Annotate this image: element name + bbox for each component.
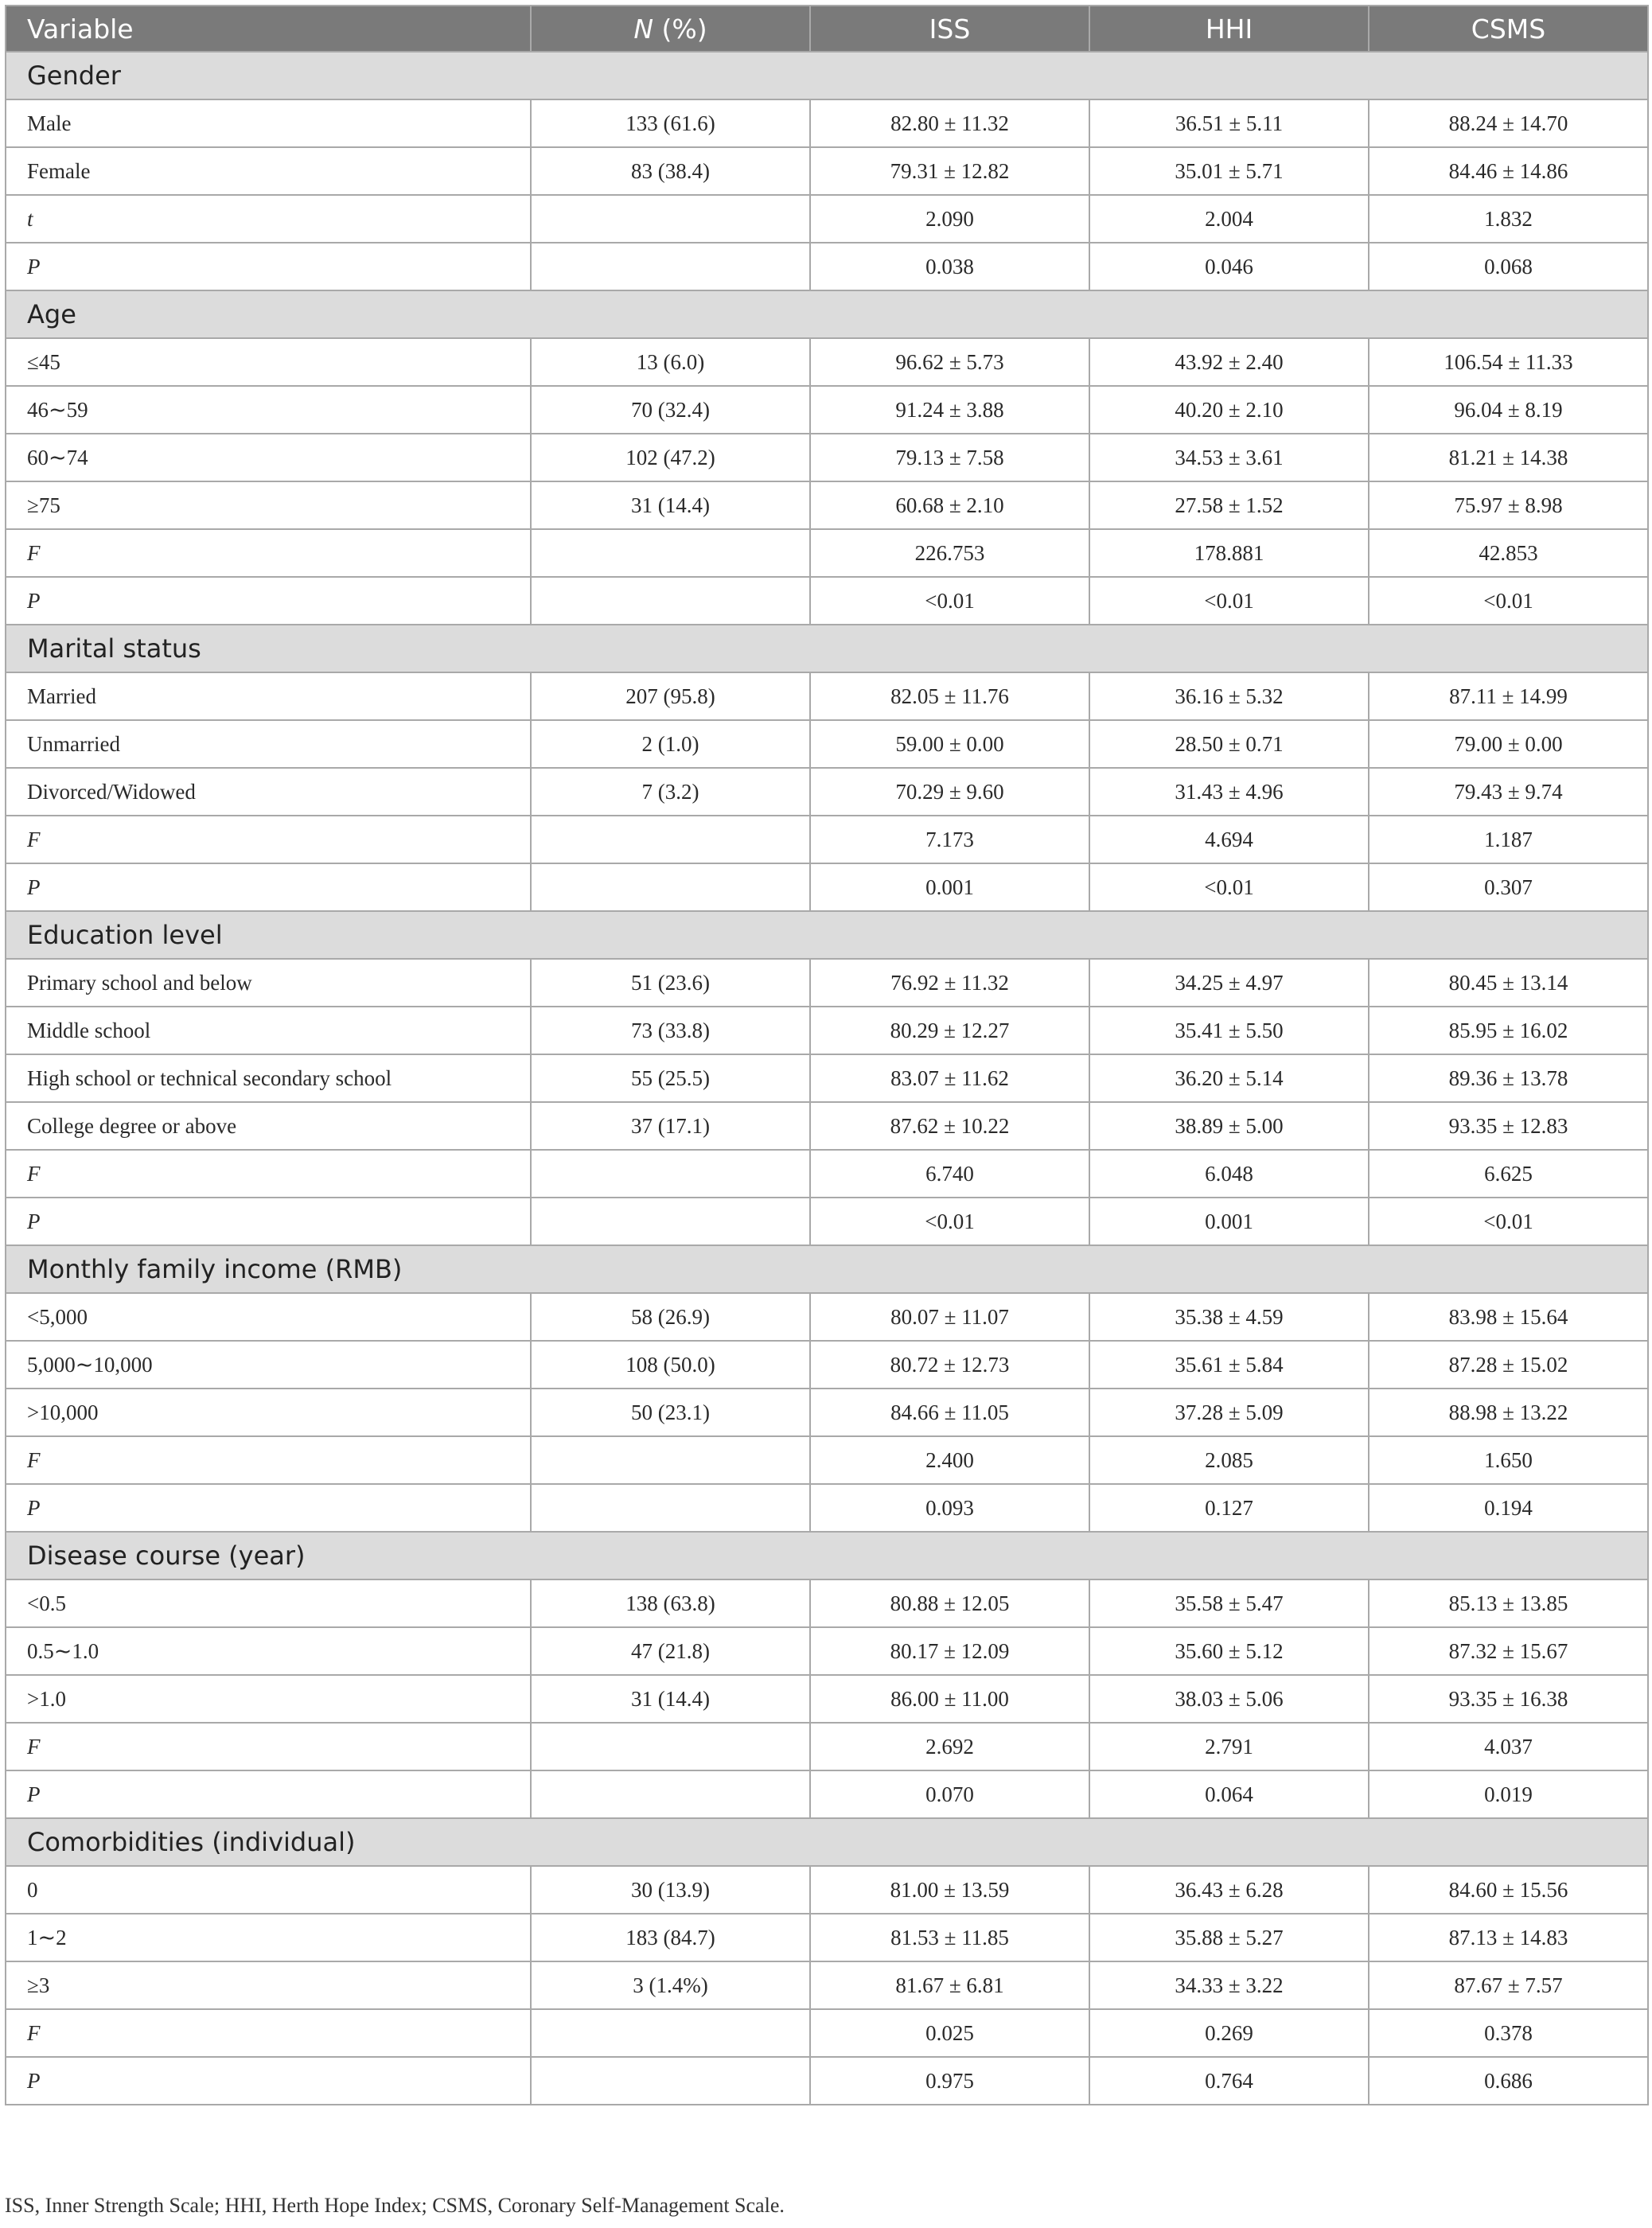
cell-n-percent [531,816,810,863]
cell-csms: 0.068 [1369,243,1648,290]
cell-hhi: 2.791 [1089,1723,1369,1770]
cell-hhi: 0.764 [1089,2057,1369,2105]
row-label: 0 [6,1866,531,1914]
cell-iss: 2.400 [810,1436,1089,1484]
cell-hhi: 0.046 [1089,243,1369,290]
row-label: ≤45 [6,338,531,386]
cell-n-percent: 183 (84.7) [531,1914,810,1961]
cell-csms: 87.11 ± 14.99 [1369,672,1648,720]
cell-hhi: 6.048 [1089,1150,1369,1198]
cell-n-percent [531,1723,810,1770]
table-row [6,243,1648,290]
row-label: P [6,243,531,290]
cell-iss: 226.753 [810,529,1089,577]
table-row [6,672,1648,720]
table-row [6,1914,1648,1961]
cell-n-percent: 70 (32.4) [531,386,810,434]
table-row [6,816,1648,863]
cell-csms: 81.21 ± 14.38 [1369,434,1648,481]
cell-n-percent: 31 (14.4) [531,1675,810,1723]
cell-iss: 76.92 ± 11.32 [810,959,1089,1007]
cell-n-percent: 51 (23.6) [531,959,810,1007]
row-label: ≥3 [6,1961,531,2009]
cell-iss: 83.07 ± 11.62 [810,1054,1089,1102]
row-label: College degree or above [6,1102,531,1150]
cell-csms: 93.35 ± 16.38 [1369,1675,1648,1723]
cell-csms: 79.43 ± 9.74 [1369,768,1648,816]
section-title: Marital status [6,625,1648,672]
row-label: 60∼74 [6,434,531,481]
cell-hhi: 34.33 ± 3.22 [1089,1961,1369,2009]
row-label: Married [6,672,531,720]
section-title: Education level [6,911,1648,959]
table-row [6,1675,1648,1723]
row-label: 5,000∼10,000 [6,1341,531,1389]
row-label: Primary school and below [6,959,531,1007]
cell-hhi: 0.001 [1089,1198,1369,1245]
cell-csms: 93.35 ± 12.83 [1369,1102,1648,1150]
cell-iss: 96.62 ± 5.73 [810,338,1089,386]
cell-hhi: 2.004 [1089,195,1369,243]
header-row [6,6,1648,52]
row-label: F [6,1723,531,1770]
row-label: Divorced/Widowed [6,768,531,816]
row-label: P [6,2057,531,2105]
row-label: High school or technical secondary school [6,1054,531,1102]
table-row [6,1389,1648,1436]
table-row [6,1150,1648,1198]
cell-n-percent: 73 (33.8) [531,1007,810,1054]
cell-iss: 81.67 ± 6.81 [810,1961,1089,2009]
cell-n-percent: 30 (13.9) [531,1866,810,1914]
cell-n-percent [531,577,810,625]
row-label: <0.5 [6,1579,531,1627]
section-row [6,1818,1648,1866]
cell-n-percent [531,1436,810,1484]
cell-hhi: 36.20 ± 5.14 [1089,1054,1369,1102]
col-header-variable: Variable [6,6,531,52]
cell-csms: 0.019 [1369,1770,1648,1818]
cell-csms: <0.01 [1369,577,1648,625]
cell-n-percent: 55 (25.5) [531,1054,810,1102]
cell-csms: 0.378 [1369,2009,1648,2057]
cell-hhi: 38.89 ± 5.00 [1089,1102,1369,1150]
row-label: Unmarried [6,720,531,768]
cell-csms: 6.625 [1369,1150,1648,1198]
row-label: 1∼2 [6,1914,531,1961]
cell-iss: 80.29 ± 12.27 [810,1007,1089,1054]
table-row [6,1102,1648,1150]
cell-n-percent: 3 (1.4%) [531,1961,810,2009]
table-row [6,2057,1648,2105]
cell-csms: 80.45 ± 13.14 [1369,959,1648,1007]
table-row [6,529,1648,577]
row-label: 0.5∼1.0 [6,1627,531,1675]
cell-iss: 2.090 [810,195,1089,243]
cell-iss: 91.24 ± 3.88 [810,386,1089,434]
cell-csms: 1.832 [1369,195,1648,243]
cell-csms: <0.01 [1369,1198,1648,1245]
cell-hhi: 34.53 ± 3.61 [1089,434,1369,481]
cell-hhi: 27.58 ± 1.52 [1089,481,1369,529]
cell-csms: 0.194 [1369,1484,1648,1532]
cell-n-percent: 7 (3.2) [531,768,810,816]
cell-iss: 0.975 [810,2057,1089,2105]
section-title: Monthly family income (RMB) [6,1245,1648,1293]
row-label: Middle school [6,1007,531,1054]
cell-n-percent: 13 (6.0) [531,338,810,386]
table-row [6,338,1648,386]
table-row [6,434,1648,481]
row-label: P [6,863,531,911]
cell-n-percent [531,1770,810,1818]
cell-hhi: 35.88 ± 5.27 [1089,1914,1369,1961]
cell-hhi: 35.01 ± 5.71 [1089,147,1369,195]
section-row [6,1532,1648,1579]
cell-csms: 85.95 ± 16.02 [1369,1007,1648,1054]
cell-hhi: 36.51 ± 5.11 [1089,99,1369,147]
cell-iss: 0.070 [810,1770,1089,1818]
cell-iss: 0.025 [810,2009,1089,2057]
row-label: F [6,1150,531,1198]
cell-n-percent [531,1198,810,1245]
cell-csms: 106.54 ± 11.33 [1369,338,1648,386]
cell-iss: 0.093 [810,1484,1089,1532]
cell-iss: 82.80 ± 11.32 [810,99,1089,147]
cell-csms: 79.00 ± 0.00 [1369,720,1648,768]
cell-hhi: 37.28 ± 5.09 [1089,1389,1369,1436]
cell-hhi: 4.694 [1089,816,1369,863]
cell-iss: <0.01 [810,1198,1089,1245]
cell-iss: 60.68 ± 2.10 [810,481,1089,529]
cell-hhi: <0.01 [1089,863,1369,911]
cell-hhi: 35.61 ± 5.84 [1089,1341,1369,1389]
cell-iss: <0.01 [810,577,1089,625]
cell-iss: 84.66 ± 11.05 [810,1389,1089,1436]
col-header-n: N [633,13,654,45]
table-row [6,1007,1648,1054]
cell-n-percent: 138 (63.8) [531,1579,810,1627]
cell-iss: 86.00 ± 11.00 [810,1675,1089,1723]
section-row [6,52,1648,99]
table-row [6,481,1648,529]
col-header-n-percent [531,6,810,52]
cell-iss: 80.72 ± 12.73 [810,1341,1089,1389]
cell-hhi: 35.41 ± 5.50 [1089,1007,1369,1054]
section-title: Comorbidities (individual) [6,1818,1648,1866]
table-row [6,1579,1648,1627]
cell-n-percent: 133 (61.6) [531,99,810,147]
cell-hhi: 35.58 ± 5.47 [1089,1579,1369,1627]
cell-iss: 80.07 ± 11.07 [810,1293,1089,1341]
row-label: ≥75 [6,481,531,529]
cell-hhi: 2.085 [1089,1436,1369,1484]
cell-hhi: 35.60 ± 5.12 [1089,1627,1369,1675]
cell-n-percent [531,2009,810,2057]
section-row [6,1245,1648,1293]
section-row [6,911,1648,959]
table-row [6,1961,1648,2009]
cell-iss: 59.00 ± 0.00 [810,720,1089,768]
cell-n-percent [531,1150,810,1198]
cell-hhi: 38.03 ± 5.06 [1089,1675,1369,1723]
row-label: P [6,1198,531,1245]
table-row [6,147,1648,195]
row-label: >10,000 [6,1389,531,1436]
cell-n-percent [531,529,810,577]
section-title: Gender [6,52,1648,99]
cell-csms: 0.686 [1369,2057,1648,2105]
section-title: Age [6,290,1648,338]
col-header-csms: CSMS [1369,6,1648,52]
cell-csms: 1.187 [1369,816,1648,863]
section-row [6,625,1648,672]
cell-n-percent [531,243,810,290]
cell-iss: 81.53 ± 11.85 [810,1914,1089,1961]
cell-hhi: 40.20 ± 2.10 [1089,386,1369,434]
cell-iss: 2.692 [810,1723,1089,1770]
cell-hhi: <0.01 [1089,577,1369,625]
cell-iss: 6.740 [810,1150,1089,1198]
cell-csms: 1.650 [1369,1436,1648,1484]
cell-hhi: 36.16 ± 5.32 [1089,672,1369,720]
cell-iss: 82.05 ± 11.76 [810,672,1089,720]
col-header-percent: (%) [653,13,707,45]
row-label: >1.0 [6,1675,531,1723]
cell-iss: 80.17 ± 12.09 [810,1627,1089,1675]
row-label: P [6,577,531,625]
table-row [6,1341,1648,1389]
table-row [6,1627,1648,1675]
cell-csms: 84.46 ± 14.86 [1369,147,1648,195]
cell-csms: 87.28 ± 15.02 [1369,1341,1648,1389]
cell-hhi: 43.92 ± 2.40 [1089,338,1369,386]
table-row [6,720,1648,768]
cell-hhi: 0.127 [1089,1484,1369,1532]
table-row [6,1198,1648,1245]
table-row [6,959,1648,1007]
table-row [6,1054,1648,1102]
cell-hhi: 36.43 ± 6.28 [1089,1866,1369,1914]
cell-csms: 42.853 [1369,529,1648,577]
cell-hhi: 0.064 [1089,1770,1369,1818]
table-body [6,52,1648,2105]
row-label: F [6,529,531,577]
row-label: 46∼59 [6,386,531,434]
cell-n-percent: 83 (38.4) [531,147,810,195]
cell-n-percent [531,195,810,243]
row-label: F [6,1436,531,1484]
section-row [6,290,1648,338]
table-row [6,386,1648,434]
cell-hhi: 28.50 ± 0.71 [1089,720,1369,768]
table-row [6,1866,1648,1914]
cell-n-percent: 58 (26.9) [531,1293,810,1341]
cell-n-percent: 207 (95.8) [531,672,810,720]
table-row [6,1723,1648,1770]
cell-csms: 87.13 ± 14.83 [1369,1914,1648,1961]
data-table [5,5,1649,2105]
cell-csms: 96.04 ± 8.19 [1369,386,1648,434]
cell-iss: 80.88 ± 12.05 [810,1579,1089,1627]
cell-n-percent: 37 (17.1) [531,1102,810,1150]
cell-iss: 87.62 ± 10.22 [810,1102,1089,1150]
cell-csms: 89.36 ± 13.78 [1369,1054,1648,1102]
cell-iss: 79.13 ± 7.58 [810,434,1089,481]
table-row [6,1484,1648,1532]
row-label: P [6,1484,531,1532]
row-label: Female [6,147,531,195]
cell-csms: 0.307 [1369,863,1648,911]
cell-n-percent: 108 (50.0) [531,1341,810,1389]
cell-n-percent: 47 (21.8) [531,1627,810,1675]
cell-n-percent [531,863,810,911]
table-row [6,1770,1648,1818]
cell-n-percent [531,1484,810,1532]
cell-csms: 75.97 ± 8.98 [1369,481,1648,529]
cell-hhi: 31.43 ± 4.96 [1089,768,1369,816]
cell-hhi: 34.25 ± 4.97 [1089,959,1369,1007]
table-row [6,1436,1648,1484]
col-header-iss: ISS [810,6,1089,52]
cell-csms: 4.037 [1369,1723,1648,1770]
cell-iss: 81.00 ± 13.59 [810,1866,1089,1914]
cell-hhi: 0.269 [1089,2009,1369,2057]
cell-n-percent: 50 (23.1) [531,1389,810,1436]
table-row [6,2009,1648,2057]
cell-csms: 88.24 ± 14.70 [1369,99,1648,147]
cell-csms: 84.60 ± 15.56 [1369,1866,1648,1914]
table-row [6,577,1648,625]
row-label: P [6,1770,531,1818]
cell-csms: 85.13 ± 13.85 [1369,1579,1648,1627]
cell-n-percent [531,2057,810,2105]
cell-csms: 83.98 ± 15.64 [1369,1293,1648,1341]
cell-iss: 0.001 [810,863,1089,911]
row-label: F [6,2009,531,2057]
col-header-hhi: HHI [1089,6,1369,52]
row-label: F [6,816,531,863]
section-title: Disease course (year) [6,1532,1648,1579]
table-footnote: ISS, Inner Strength Scale; HHI, Herth Hope Index; CSMS, Coronary Self-Management Scale. [5,2194,785,2217]
table-row [6,99,1648,147]
table-row [6,863,1648,911]
row-label: t [6,195,531,243]
cell-iss: 0.038 [810,243,1089,290]
row-label: <5,000 [6,1293,531,1341]
cell-csms: 87.32 ± 15.67 [1369,1627,1648,1675]
cell-csms: 88.98 ± 13.22 [1369,1389,1648,1436]
cell-n-percent: 2 (1.0) [531,720,810,768]
cell-iss: 79.31 ± 12.82 [810,147,1089,195]
table-row [6,768,1648,816]
cell-hhi: 178.881 [1089,529,1369,577]
cell-n-percent: 102 (47.2) [531,434,810,481]
table-row [6,1293,1648,1341]
cell-iss: 70.29 ± 9.60 [810,768,1089,816]
cell-iss: 7.173 [810,816,1089,863]
cell-n-percent: 31 (14.4) [531,481,810,529]
cell-csms: 87.67 ± 7.57 [1369,1961,1648,2009]
row-label: Male [6,99,531,147]
cell-hhi: 35.38 ± 4.59 [1089,1293,1369,1341]
table-row [6,195,1648,243]
